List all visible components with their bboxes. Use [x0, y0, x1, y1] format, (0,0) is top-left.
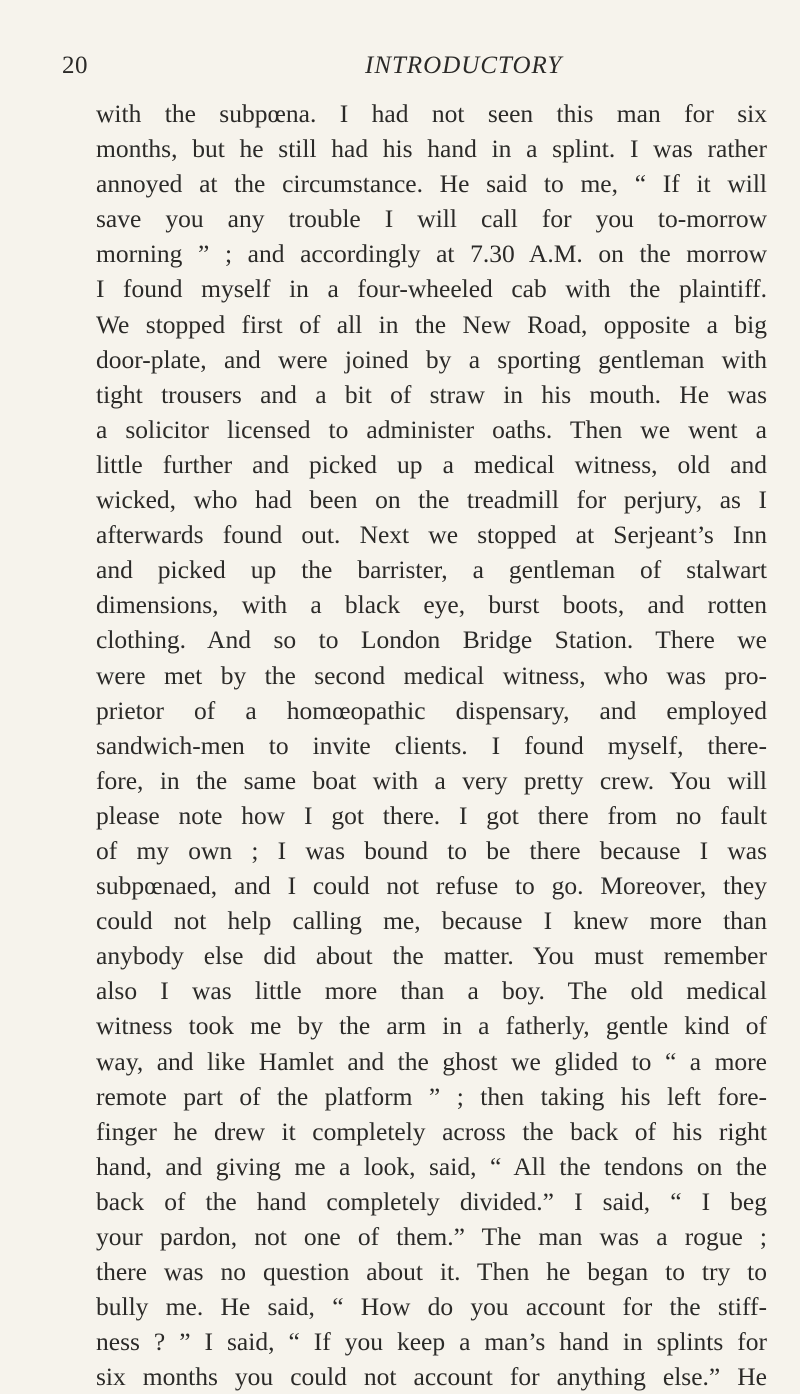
text-line: six months you could not account for anything else.” He: [96, 1362, 767, 1392]
text-line: way, and like Hamlet and the ghost we glided to “ a more: [96, 1046, 767, 1076]
text-line: save you any trouble I will call for you to-morrow: [96, 204, 767, 234]
text-line: months, but he still had his hand in a splint. I was rather: [96, 134, 767, 164]
running-head: INTRODUCTORY: [365, 52, 563, 79]
text-line: sandwich-men to invite clients. I found myself, there-: [96, 730, 767, 760]
text-line: annoyed at the circumstance. He said to me, “ If it will: [96, 169, 767, 199]
text-line: and picked up the barrister, a gentleman of stalwart: [96, 555, 767, 585]
text-line: a solicitor licensed to administer oaths. Then we went a: [96, 414, 767, 444]
text-line: I found myself in a four-wheeled cab with the plaintiff.: [96, 274, 767, 304]
text-line: morning ” ; and accordingly at 7.30 A.M. on the morrow: [96, 239, 767, 269]
text-line: remote part of the platform ” ; then taking his left fore-: [96, 1081, 767, 1111]
text-line: with the subpœna. I had not seen this man for six: [96, 99, 767, 128]
text-line: hand, and giving me a look, said, “ All the tendons on the: [96, 1151, 767, 1181]
text-line: back of the hand completely divided.” I said, “ I beg: [96, 1186, 767, 1216]
text-line: also I was little more than a boy. The old medical: [96, 976, 767, 1006]
text-line: clothing. And so to London Bridge Station. There we: [96, 625, 767, 655]
text-line: please note how I got there. I got there from no fault: [96, 800, 767, 830]
body-text: [96, 96, 767, 1394]
text-line: ness ? ” I said, “ If you keep a man’s hand in splints for: [96, 1327, 767, 1357]
text-line: could not help calling me, because I knew more than: [96, 906, 767, 936]
text-line: of my own ; I was bound to be there because I was: [96, 835, 767, 865]
text-line: wicked, who had been on the treadmill for perjury, as I: [96, 485, 767, 515]
text-line: prietor of a homœopathic dispensary, and employed: [96, 695, 767, 725]
text-line: afterwards found out. Next we stopped at Serjeant’s Inn: [96, 520, 767, 550]
text-line: dimensions, with a black eye, burst boots, and rotten: [96, 590, 767, 620]
text-line: We stopped first of all in the New Road, opposite a big: [96, 309, 767, 339]
page-number: 20: [62, 52, 88, 79]
text-line: witness took me by the arm in a fatherly, gentle kind of: [96, 1011, 767, 1041]
text-line: were met by the second medical witness, who was pro-: [96, 660, 767, 690]
text-line: little further and picked up a medical witness, old and: [96, 449, 767, 479]
text-line: fore, in the same boat with a very pretty crew. You will: [96, 765, 767, 795]
text-line: tight trousers and a bit of straw in his mouth. He was: [96, 379, 767, 409]
text-line: bully me. He said, “ How do you account for the stiff-: [96, 1292, 767, 1322]
text-line: your pardon, not one of them.” The man was a rogue ;: [96, 1222, 767, 1251]
text-line: anybody else did about the matter. You must remember: [96, 941, 767, 971]
text-line: finger he drew it completely across the back of his right: [96, 1116, 767, 1146]
text-line: there was no question about it. Then he began to try to: [96, 1257, 767, 1287]
text-line: subpœnaed, and I could not refuse to go. Moreover, they: [96, 871, 767, 901]
text-line: door-plate, and were joined by a sporting gentleman with: [96, 344, 767, 374]
